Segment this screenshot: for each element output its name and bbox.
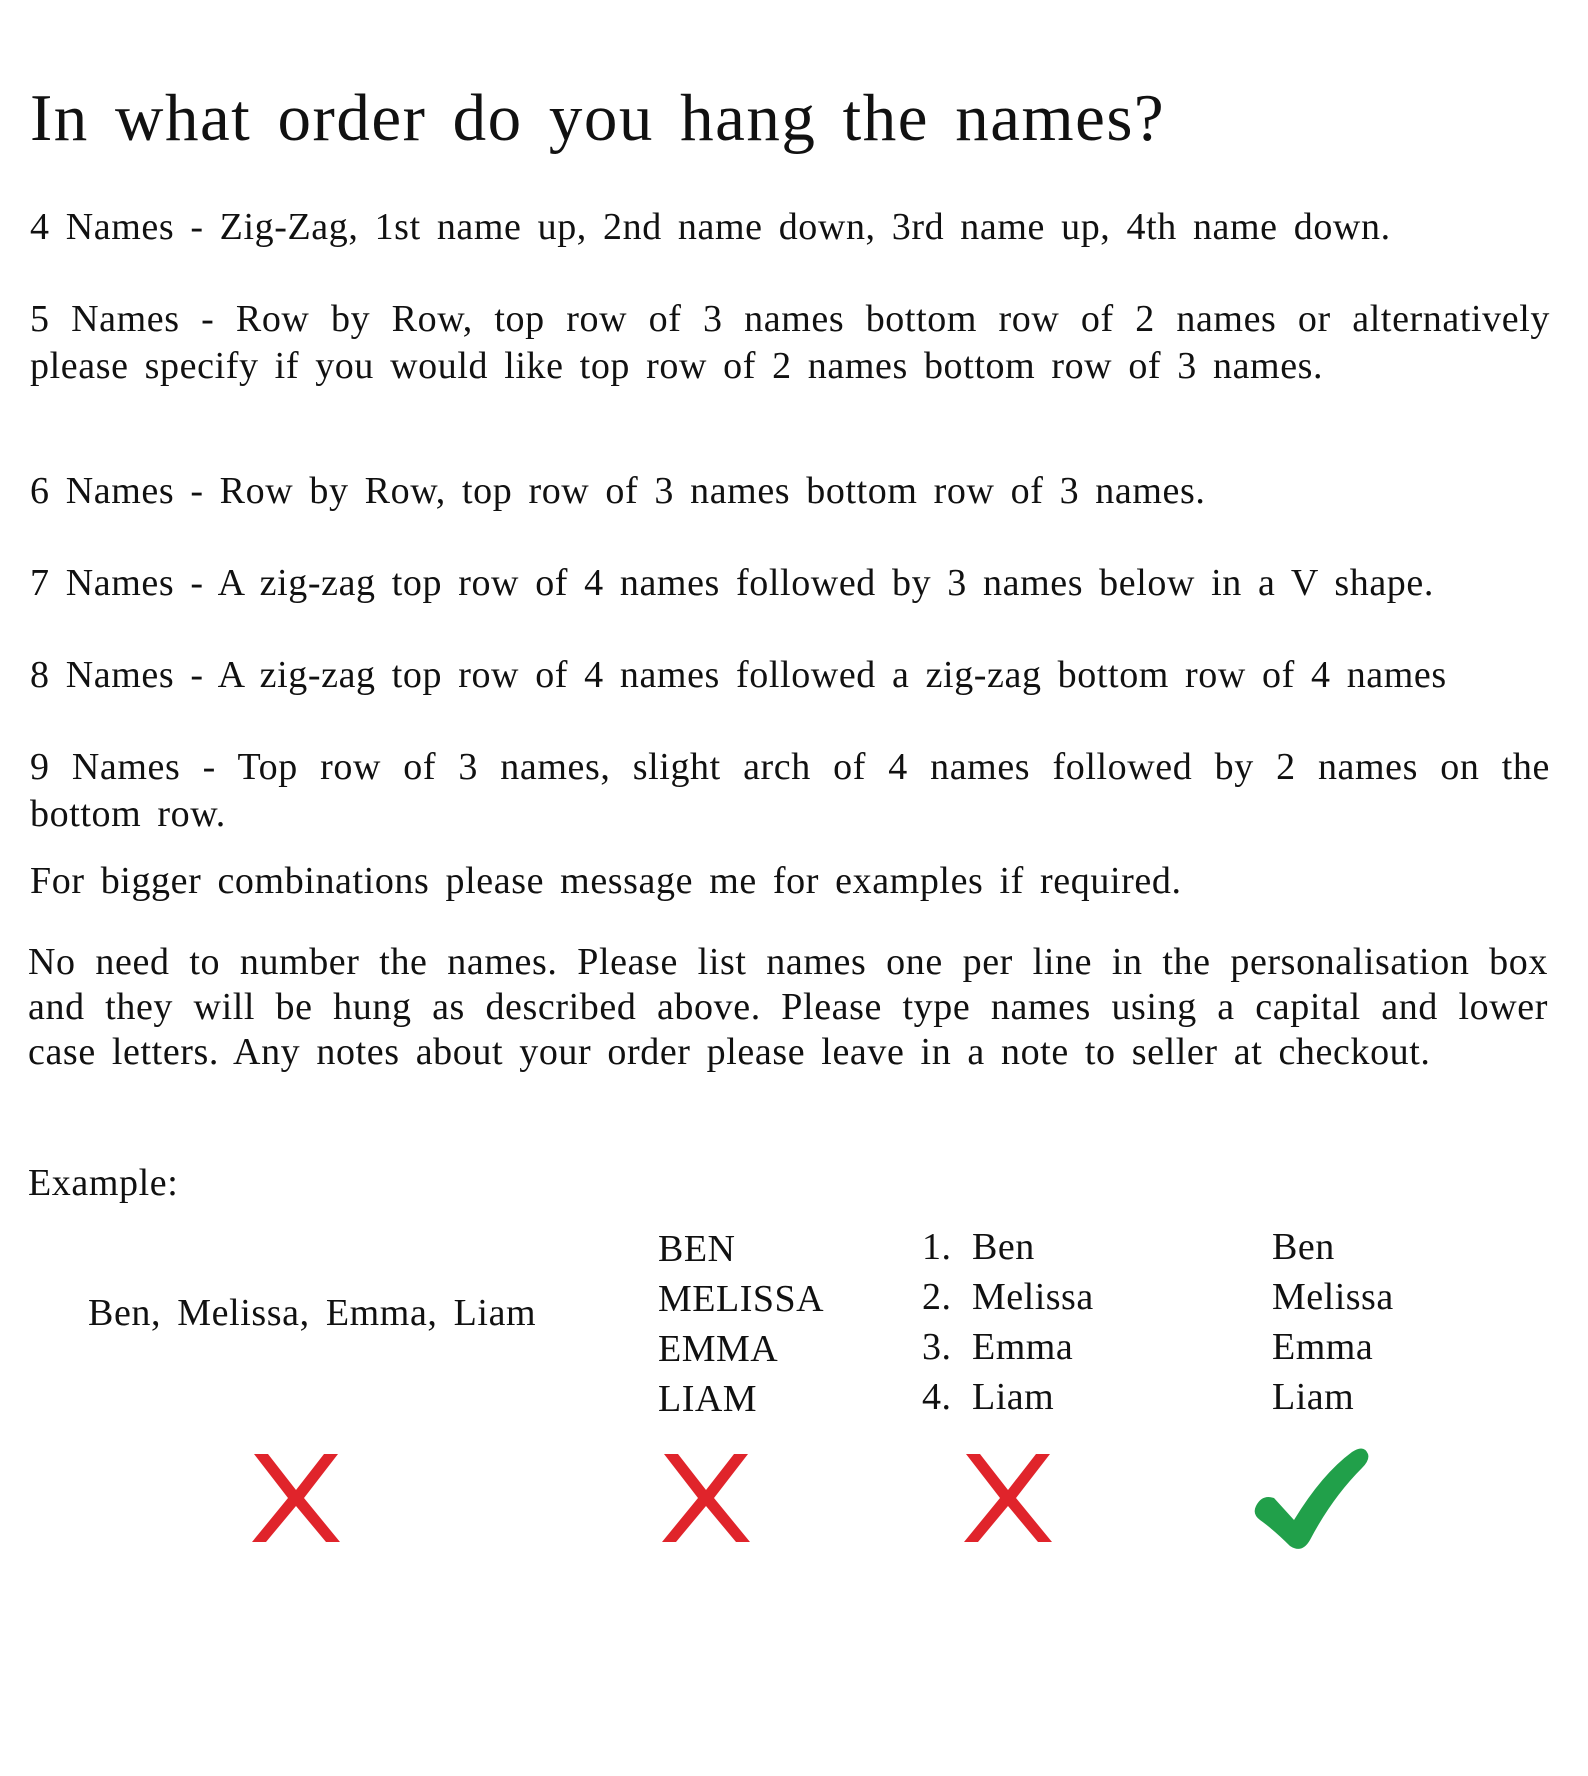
rule-4-names: 4 Names - Zig-Zag, 1st name up, 2nd name down, 3rd name up, 4th name down. <box>30 206 1391 248</box>
correct-name: Liam <box>1272 1376 1355 1418</box>
rule-5-names: 5 Names - Row by Row, top row of 3 names bottom row of 2 names or alternatively please specify if you would like top row of 2 names bottom row of 3 names. <box>30 298 1550 387</box>
item-name: Liam <box>972 1376 1055 1418</box>
uppercase-name: EMMA <box>658 1328 779 1370</box>
bigger-combinations-note: For bigger combinations please message me for examples if required. <box>30 860 1182 902</box>
cross-icon <box>656 1448 756 1548</box>
numbered-item <box>922 1372 1094 1422</box>
personalisation-instructions: No need to number the names. Please list names one per line in the personalisation box and they will be hung as described above. Please type names using a capital and lower case letters. Any notes about your order please leave in a note to seller at checkout. <box>28 941 1548 1073</box>
correct-name: Melissa <box>1272 1276 1394 1318</box>
item-name: Melissa <box>972 1276 1094 1318</box>
example-inline-names: Ben, Melissa, Emma, Liam <box>88 1292 537 1334</box>
numbered-item <box>922 1222 1094 1272</box>
cross-icon <box>246 1448 346 1548</box>
uppercase-name: MELISSA <box>658 1278 825 1320</box>
correct-name: Emma <box>1272 1326 1374 1368</box>
example-label: Example: <box>28 1162 179 1204</box>
numbered-item <box>922 1272 1094 1322</box>
item-number: 1. <box>922 1226 952 1268</box>
uppercase-name: BEN <box>658 1228 736 1270</box>
example-uppercase-list <box>658 1224 824 1424</box>
correct-name: Ben <box>1272 1226 1335 1268</box>
example-numbered-list <box>922 1222 1094 1422</box>
page-title: In what order do you hang the names? <box>30 81 1166 155</box>
item-number: 3. <box>922 1326 952 1368</box>
check-icon <box>1252 1446 1370 1552</box>
item-number: 2. <box>922 1276 952 1318</box>
rule-6-names: 6 Names - Row by Row, top row of 3 names bottom row of 3 names. <box>30 470 1206 512</box>
rule-9-names: 9 Names - Top row of 3 names, slight arch of 4 names followed by 2 names on the bottom row. <box>30 746 1550 835</box>
item-name: Ben <box>972 1226 1035 1268</box>
numbered-item <box>922 1322 1094 1372</box>
cross-icon <box>958 1448 1058 1548</box>
example-correct-list <box>1272 1222 1394 1422</box>
item-name: Emma <box>972 1326 1074 1368</box>
uppercase-name: LIAM <box>658 1378 758 1420</box>
item-number: 4. <box>922 1376 952 1418</box>
rule-8-names: 8 Names - A zig-zag top row of 4 names followed a zig-zag bottom row of 4 names <box>30 654 1447 696</box>
rule-7-names: 7 Names - A zig-zag top row of 4 names followed by 3 names below in a V shape. <box>30 562 1434 604</box>
